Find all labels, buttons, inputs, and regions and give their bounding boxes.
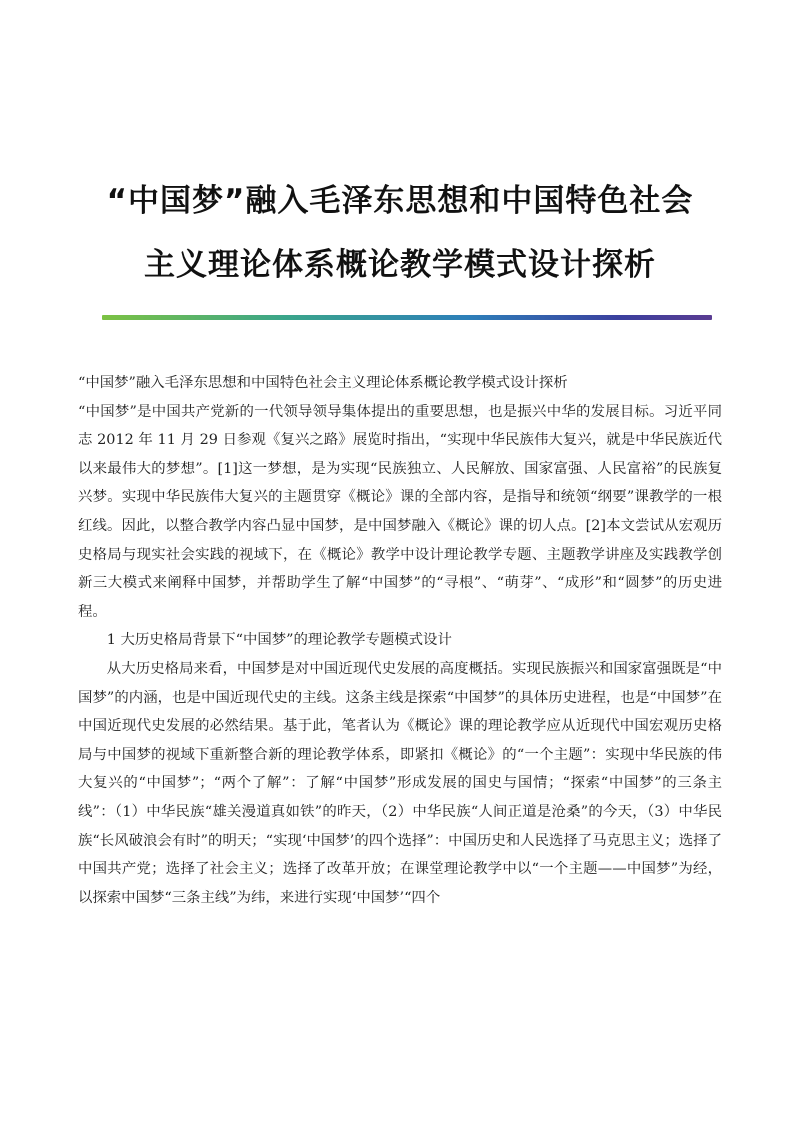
paragraph-section-1: 从大历史格局来看，中国梦是对中国近现代史发展的高度概括。实现民族振兴和国家富强既是“中国梦”的内涵，也是中国近现代史的主线。这条主线是探索“中国梦”的具体历史进程，也是“中国梦”在中国近现代史发展的必然结果。基于此，笔者认为《概论》课的理论教学应从近现代中国宏观历史格局与中国梦的视域下重新整合新的理论教学体系，即紧扣《概论》的“一个主题”：实现中华民族的伟大复兴的“中国梦”；“两个了解”：了解“中国梦”形成发展的国史与国情；“探索“中国梦”的三条主线”：（1）中华民族“雄关漫道真如铁”的昨天，（2）中华民族“人间正道是沧桑”的今天，（3）中华民族“长风破浪会有时”的明天；“实现‘中国梦’的四个选择”：中国历史和人民选择了马克思主义；选择了中国共产党；选择了社会主义；选择了改革开放；在课堂理论教学中以“一个主题——中国梦”为经，以探索中国梦“三条主线”为纬，来进行实现‘中国梦’“四个 [78, 660, 722, 906]
document-subtitle: “中国梦”融入毛泽东思想和中国特色社会主义理论体系概论教学模式设计探析 [78, 375, 568, 391]
document-body [78, 369, 722, 912]
title-line-2: 主义理论体系概论教学模式设计探析 [144, 246, 656, 283]
document-title [60, 169, 740, 297]
title-line-1: “中国梦”融入毛泽东思想和中国特色社会 [106, 182, 694, 219]
gradient-divider [102, 315, 712, 320]
paragraph-intro: “中国梦”是中国共产党新的一代领导领导集体提出的重要思想，也是振兴中华的发展目标。习近平同志 2012 年 11 月 29 日参观《复兴之路》展览时指出，“实现中华民族伟大复兴，就是中华民族近代以来最伟大的梦想”。[1]这一梦想，是为实现“民族独立、人民解放、国家富强、人民富裕”的民族复兴梦。实现中华民族伟大复兴的主题贯穿《概论》课的全部内容，是指导和统领“纲要”课教学的一根红线。因此，以整合教学内容凸显中国梦，是中国梦融入《概论》课的切人点。[2]本文尝试从宏观历史格局与现实社会实践的视域下，在《概论》教学中设计理论教学专题、主题教学讲座及实践教学创新三大模式来阐释中国梦，并帮助学生了解“中国梦”的“寻根”、“萌芽”、“成形”和“圆梦”的历史进程。 [78, 403, 722, 620]
section-heading-1: 1 大历史格局背景下“中国梦”的理论教学专题模式设计 [106, 632, 452, 649]
